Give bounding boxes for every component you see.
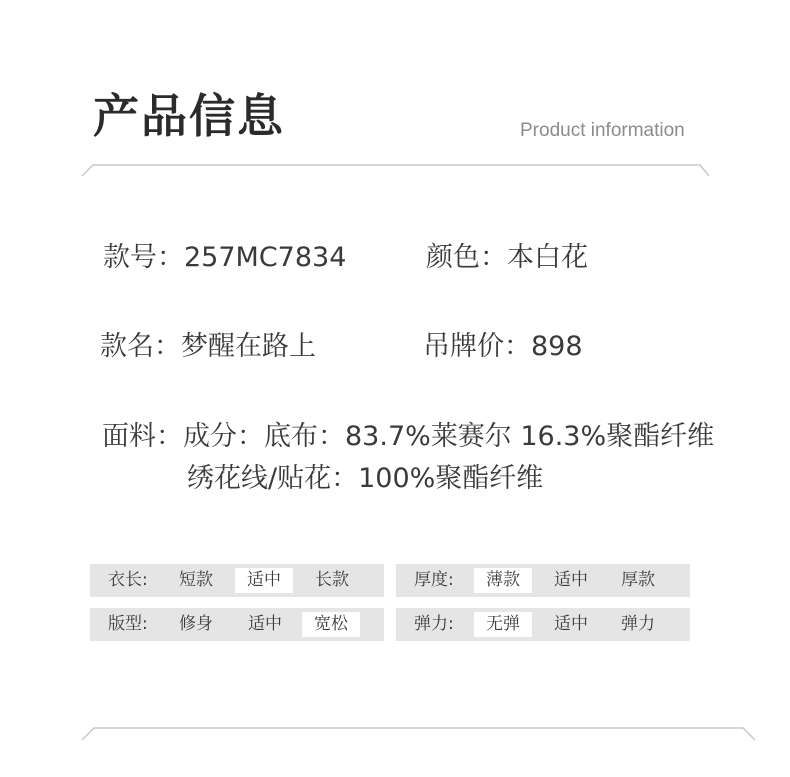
page-subtitle: Product information	[520, 120, 685, 141]
attribute-label: 厚度:	[414, 570, 454, 590]
attribute-label: 衣长:	[108, 570, 148, 590]
attribute-panel-length	[90, 564, 384, 597]
embroidery-composition: 绣花线/贴花：100%聚酯纤维	[187, 463, 544, 494]
attribute-panel-fit	[90, 608, 384, 641]
attribute-option: 弹力	[621, 614, 655, 634]
bottom-divider	[0, 722, 790, 744]
attribute-option: 适中	[554, 570, 588, 590]
top-divider	[0, 160, 790, 180]
page-title: 产品信息	[93, 89, 285, 143]
attribute-option-selected: 宽松	[302, 612, 360, 637]
attribute-option: 适中	[248, 614, 282, 634]
attribute-option: 适中	[554, 614, 588, 634]
style-number: 款号：257MC7834	[103, 242, 347, 273]
attribute-panel-thickness	[396, 564, 690, 597]
tag-price: 吊牌价：898	[423, 331, 583, 362]
attribute-option: 厚款	[621, 570, 655, 590]
attribute-option-selected: 无弹	[474, 612, 532, 637]
attribute-label: 版型:	[108, 614, 148, 634]
color-info: 颜色：本白花	[426, 242, 588, 273]
attribute-panel-elasticity	[396, 608, 690, 641]
style-name: 款名：梦醒在路上	[100, 331, 316, 362]
attribute-option: 短款	[179, 570, 213, 590]
attribute-label: 弹力:	[414, 614, 454, 634]
attribute-option: 修身	[179, 614, 213, 634]
attribute-option-selected: 薄款	[474, 568, 532, 593]
attribute-option-selected: 适中	[235, 568, 293, 593]
attribute-option: 长款	[315, 570, 349, 590]
fabric-composition: 面料：成分：底布：83.7%莱赛尔 16.3%聚酯纤维	[102, 421, 715, 452]
